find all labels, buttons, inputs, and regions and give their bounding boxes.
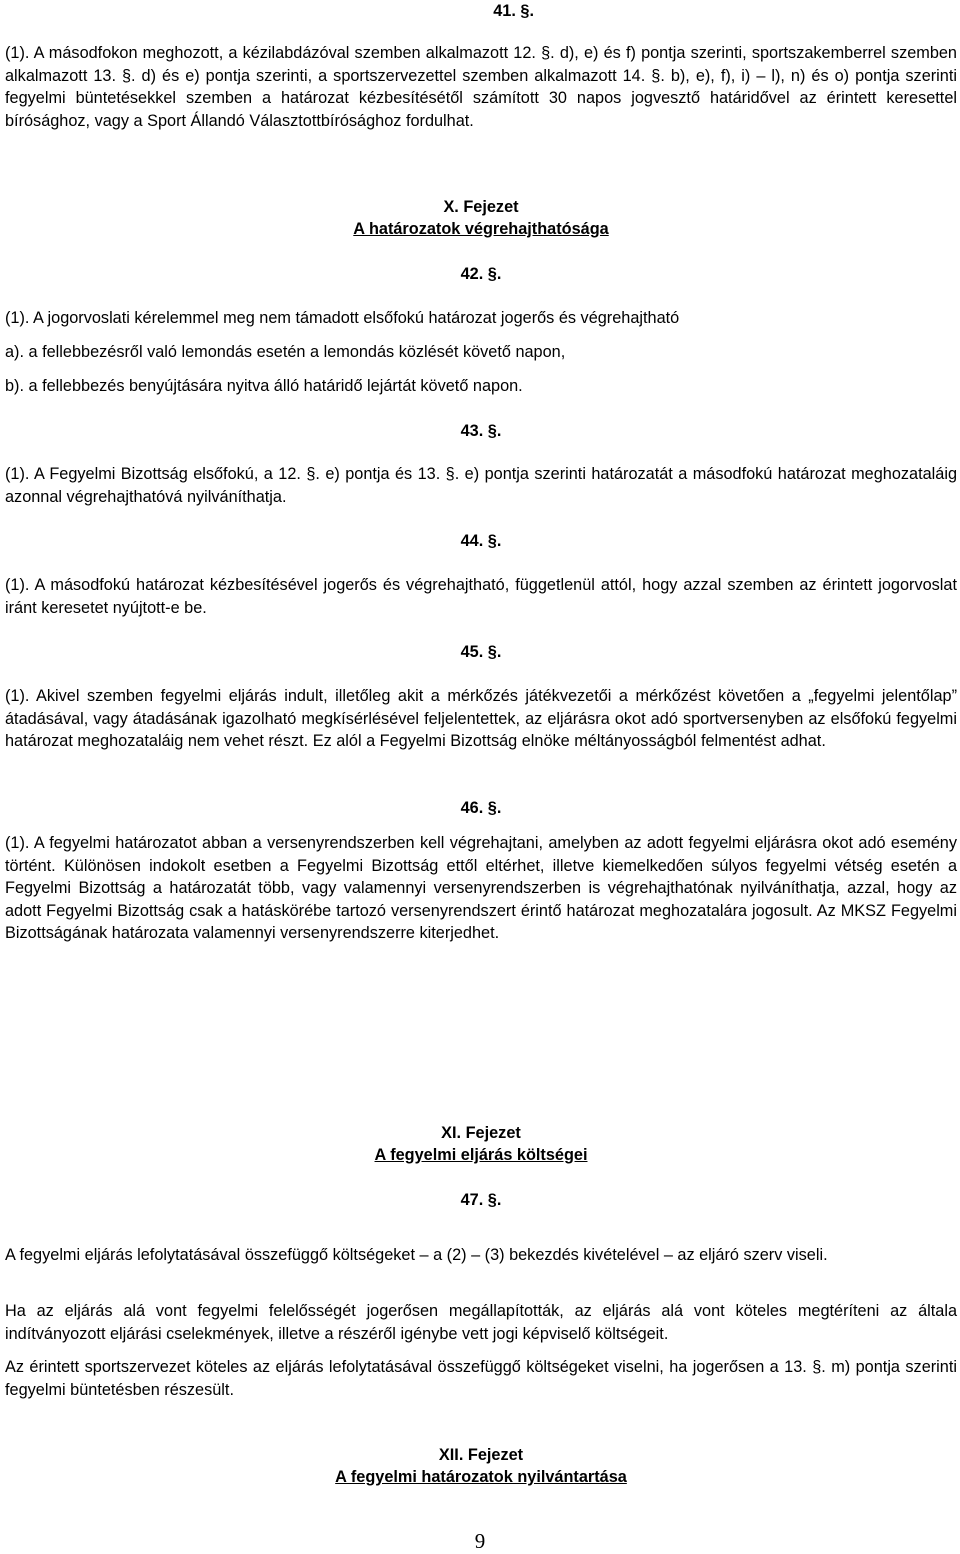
section-heading-44: 44. §. xyxy=(460,532,502,550)
paragraph-42-1: (1). A jogorvoslati kérelemmel meg nem támadott elsőfokú határozat jogerős és végrehajtható xyxy=(5,309,680,327)
chapter-10-title: X. Fejezet xyxy=(443,198,519,216)
page-number: 9 xyxy=(474,1529,486,1553)
paragraph-46-1: (1). A fegyelmi határozatot abban a versenyrendszerben kell végrehajtani, amelyben az adott fegyelmi eljárásra okot adó esemény történt. Különösen indokolt esetben a Fegyelmi Bizottság ettől eltérhet, illetve kiemelkedően súlyos fegyelmi vétség esetén a Fegyelmi Bizottság a határozatát több, vagy valamennyi versenyrendszerben is végrehajthatónak nyilváníthatja, azzal, hogy az adott Fegyelmi Bizottság csak a hatáskörébe tartozó versenyrendszert érintő határozat meghozatalára jogosult. Az MKSZ Fegyelmi Bizottságának határozata valamennyi versenyrendszerre kiterjedhet. xyxy=(5,834,957,943)
paragraph-41-1: (1). A másodfokon meghozott, a kézilabdázóval szemben alkalmazott 12. §. d), e) és f) pontja szerinti, sportszakemberrel szemben alkalmazott 13. §. d) és e) pontja szerinti, a sportszervezettel szemben alkalmazott 14. §. b), e), f), i) – l), n) és o) pontja szerinti fegyelmi büntetésekkel szemben a határozat kézbesítésétől számított 30 napos jogvesztő határidővel az érintett keresettel bírósághoz, vagy a Sport Állandó Választottbírósághoz fordulhat. xyxy=(5,44,957,130)
section-heading-46: 46. §. xyxy=(460,799,502,817)
chapter-11-subtitle: A fegyelmi eljárás költségei xyxy=(374,1146,588,1164)
chapter-10-subtitle: A határozatok végrehajthatósága xyxy=(353,220,609,238)
section-heading-45: 45. §. xyxy=(460,643,502,661)
paragraph-43-1: (1). A Fegyelmi Bizottság elsőfokú, a 12. §. e) pontja és 13. §. e) pontja szerinti határozatát a másodfokú határozat meghozataláig azonnal végrehajthatóvá nyilváníthatja. xyxy=(5,465,957,506)
chapter-11-title: XI. Fejezet xyxy=(441,1124,521,1142)
section-heading-42: 42. §. xyxy=(460,265,502,283)
paragraph-45-1: (1). Akivel szemben fegyelmi eljárás indult, illetőleg akit a mérkőzés játékvezetői a mérkőzést követően a „fegyelmi jelentőlap” átadásával, vagy átadásának igazolható megkísérlésével feljelentettek, az eljárásra okot adó sportversenyben az elsőfokú fegyelmi határozat meghozataláig nem vehet részt. Ez alól a Fegyelmi Bizottság elnöke méltányosságból felmentést adhat. xyxy=(5,687,957,751)
paragraph-47-1: A fegyelmi eljárás lefolytatásával összefüggő költségeket – a (2) – (3) bekezdés kivételével – az eljáró szerv viseli. xyxy=(5,1246,828,1264)
paragraph-47-2: Ha az eljárás alá vont fegyelmi felelősségét jogerősen megállapították, az eljárás alá vont köteles megtéríteni az általa indítványozott eljárási cselekmények, illetve a részéről igénybe vett jogi képviselő költségeit. xyxy=(5,1302,957,1343)
section-heading-41: 41. §. xyxy=(493,2,534,20)
paragraph-44-1: (1). A másodfokú határozat kézbesítésével jogerős és végrehajtható, függetlenül attól, hogy azzal szemben az érintett jogorvoslat iránt keresetet nyújtott-e be. xyxy=(5,576,957,617)
chapter-12-title: XII. Fejezet xyxy=(438,1446,524,1464)
section-heading-47: 47. §. xyxy=(460,1191,502,1209)
section-heading-43: 43. §. xyxy=(460,422,502,440)
paragraph-42-b: b). a fellebbezés benyújtására nyitva álló határidő lejártát követő napon. xyxy=(5,377,523,395)
paragraph-42-a: a). a fellebbezésről való lemondás esetén a lemondás közlését követő napon, xyxy=(5,343,566,361)
chapter-12-subtitle: A fegyelmi határozatok nyilvántartása xyxy=(335,1468,627,1486)
paragraph-47-3: Az érintett sportszervezet köteles az eljárás lefolytatásával összefüggő költségeket viselni, ha jogerősen a 13. §. m) pontja szerinti fegyelmi büntetésben részesült. xyxy=(5,1358,957,1399)
